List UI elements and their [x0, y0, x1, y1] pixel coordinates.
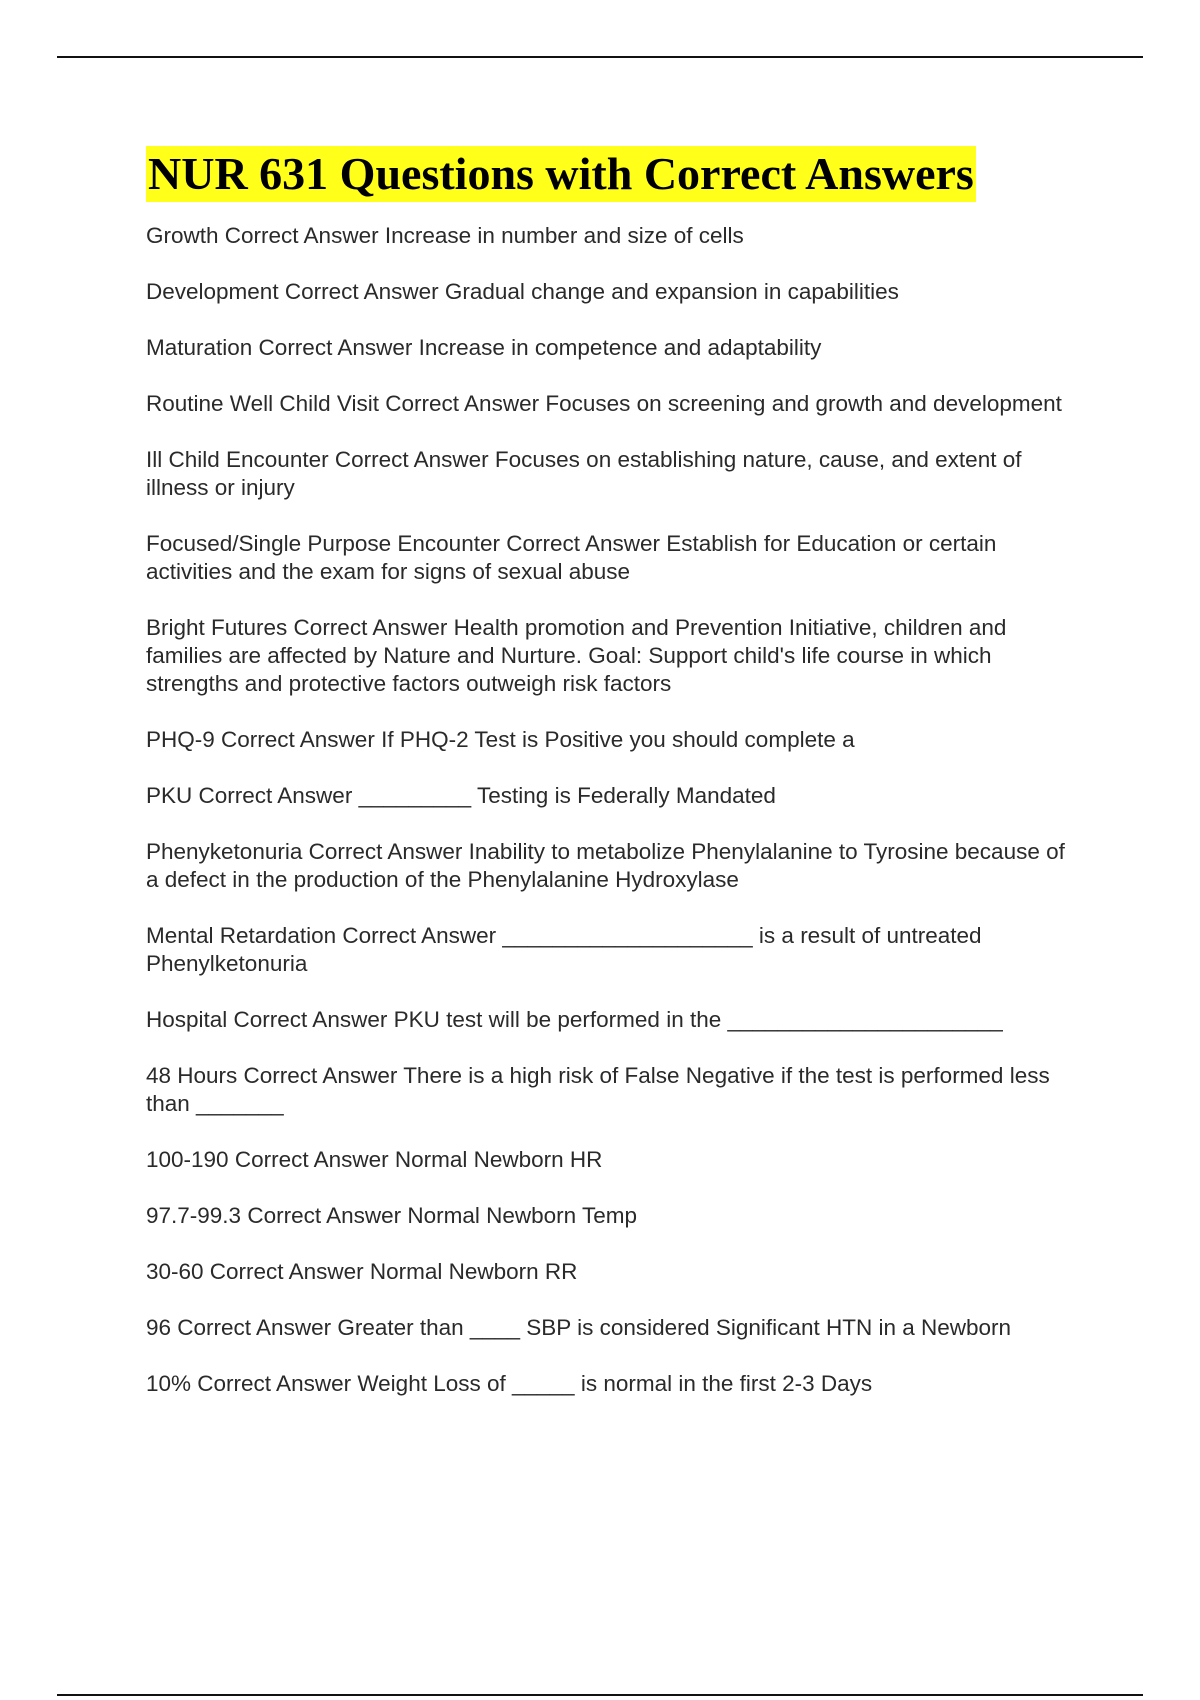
qa-entry: 48 Hours Correct Answer There is a high risk of False Negative if the test is performed less than _______	[146, 1063, 1050, 1116]
qa-entry: PHQ-9 Correct Answer If PHQ-2 Test is Positive you should complete a	[146, 727, 855, 752]
qa-entry: 96 Correct Answer Greater than ____ SBP is considered Significant HTN in a Newborn	[146, 1315, 1012, 1340]
qa-entry: PKU Correct Answer _________ Testing is Federally Mandated	[146, 783, 776, 808]
qa-entry: Routine Well Child Visit Correct Answer Focuses on screening and growth and development	[146, 391, 1062, 416]
qa-entry: Development Correct Answer Gradual change and expansion in capabilities	[146, 279, 899, 304]
document-title: NUR 631 Questions with Correct Answers	[146, 146, 976, 202]
qa-entry: Ill Child Encounter Correct Answer Focuses on establishing nature, cause, and extent of illness or injury	[146, 447, 1022, 500]
qa-entry: 10% Correct Answer Weight Loss of _____ is normal in the first 2-3 Days	[146, 1371, 873, 1396]
qa-entry: Maturation Correct Answer Increase in competence and adaptability	[146, 335, 822, 360]
qa-entry: Mental Retardation Correct Answer ____________________ is a result of untreated Phenylketonuria	[146, 923, 982, 976]
document-body	[146, 146, 1076, 1426]
qa-entry: Growth Correct Answer Increase in number and size of cells	[146, 223, 744, 248]
qa-entry: 30-60 Correct Answer Normal Newborn RR	[146, 1259, 578, 1284]
qa-entry: 100-190 Correct Answer Normal Newborn HR	[146, 1147, 603, 1172]
qa-entry: Focused/Single Purpose Encounter Correct Answer Establish for Education or certain activities and the exam for signs of sexual abuse	[146, 531, 997, 584]
qa-entry: 97.7-99.3 Correct Answer Normal Newborn Temp	[146, 1203, 638, 1228]
qa-entry: Hospital Correct Answer PKU test will be performed in the ______________________	[146, 1007, 1003, 1032]
qa-entry: Bright Futures Correct Answer Health promotion and Prevention Initiative, children and families are affected by Nature and Nurture. Goal: Support child's life course in which strengths and protective factors outweigh risk factors	[146, 615, 1007, 696]
bottom-rule	[57, 1694, 1143, 1696]
top-rule	[57, 56, 1143, 58]
qa-entry: Phenyketonuria Correct Answer Inability to metabolize Phenylalanine to Tyrosine because of a defect in the production of the Phenylalanine Hydroxylase	[146, 839, 1065, 892]
